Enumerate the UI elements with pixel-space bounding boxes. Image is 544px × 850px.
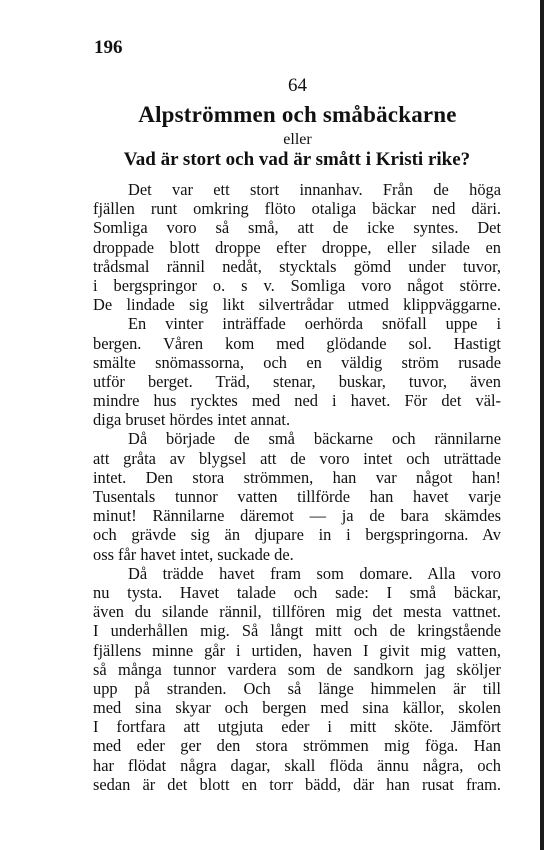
text-line: med eder ger den stora strömmen mig föga. Han [93, 736, 501, 756]
text-line: upp på stranden. Och så länge himmelen är till [93, 678, 501, 698]
text-line: och grävde sig än djupare in i bergspringorna. Av [93, 525, 501, 545]
text-line: utför berget. Träd, stenar, buskar, tuvor, även [93, 371, 501, 391]
text-line: Tusentals tunnor vatten tillförde han havet varje [93, 487, 501, 506]
text-line: diga bruset hördes intet annat. [93, 410, 291, 430]
text-line: minut! Rännilarne däremot — ja de bara skämdes [93, 506, 501, 526]
text-line: även du silande rännil, tillfören mig det mesta vattnet. [93, 602, 501, 622]
text-line: Somliga voro så små, att de icke syntes. Det [93, 218, 501, 238]
text-line: i bergspringor o. s v. Somliga voro något större. [93, 275, 501, 295]
page-title: Alpströmmen och småbäckarne [138, 102, 457, 127]
text-line: Då trädde havet fram som domare. Alla voro [128, 563, 501, 583]
text-line: bergen. Våren kom med glödande sol. Hastigt [93, 333, 501, 353]
text-line: smälte snömassorna, och en väldig ström rusade [93, 352, 501, 372]
text-line: En vinter inträffade oerhörda snöfall uppe i [128, 314, 501, 334]
text-line: med sina skyar och bergen med sina källor, skolen [93, 698, 501, 718]
text-line: De lindade sig likt silvertrådar utmed klippväggarne. [93, 295, 501, 315]
text-line: I fortfara att utgjuta eder i mitt sköte. Jämfört [93, 717, 501, 737]
text-line: så många tunnor vardera som de sandkorn jag sköljer [93, 659, 501, 679]
text-line: I underhållen mig. Så långt mitt och de kringstående [93, 621, 501, 641]
page-number: 196 [94, 37, 123, 58]
text-line: att gråta av blygsel att de voro intet och uträttade [93, 448, 501, 468]
body-text [93, 180, 501, 794]
text-line: Då började de små bäckarne och rännilarne [128, 429, 501, 449]
text-line: sedan är det blott en torr bädd, där han rusat fram. [93, 774, 501, 794]
text-line: trådsmal rännil nedåt, stycktals gömd under tuvor, [93, 256, 501, 276]
text-line: intet. Den stora strömmen, han var något han! [93, 467, 501, 487]
text-line: har flödat några dagar, skall flöda ännu några, och [93, 755, 501, 775]
text-line: Det var ett stort innanhav. Från de höga [128, 180, 501, 199]
text-line: fjällen runt omkring flöto otaliga bäckar ned däri. [93, 199, 501, 219]
text-line: droppade blott droppe efter droppe, eller silade en [93, 237, 501, 257]
text-line: oss får havet intet, suckade de. [93, 544, 294, 564]
title-connector: eller [283, 131, 312, 148]
page-subtitle: Vad är stort och vad är smått i Kristi rike? [123, 149, 471, 170]
page-edge-rule [540, 0, 544, 850]
text-line: mindre hus rycktes med ned i havet. För det väl- [93, 391, 501, 411]
text-line: fjällens minne går i urtiden, haven I givit mig vatten, [93, 640, 501, 660]
text-line: nu tysta. Havet talade och sade: I små bäckar, [93, 582, 501, 602]
section-number: 64 [288, 75, 307, 96]
